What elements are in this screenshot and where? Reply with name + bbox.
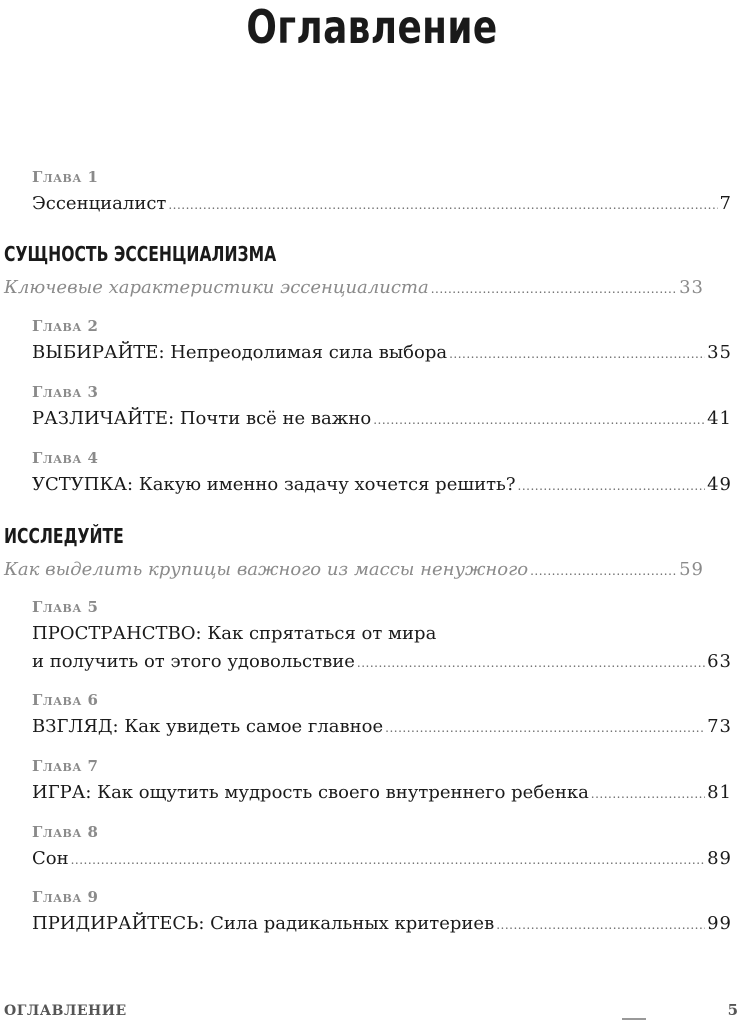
chapter-label: Глава 8 [32, 823, 99, 841]
chapter-label: Глава 1 [32, 168, 99, 186]
entry-text: Ключевые характеристики эссенциалиста [4, 277, 429, 298]
chapter-label: Глава 3 [32, 383, 99, 401]
chapter-label: Глава 5 [32, 598, 99, 616]
dot-leader [591, 782, 705, 806]
page-number: 5 [727, 1001, 738, 1019]
dot-leader [168, 193, 717, 217]
entry-page-number: 63 [707, 651, 732, 672]
entry-text: Как выделить крупицы важного из массы ненужного [4, 559, 529, 580]
entry-text: УСТУПКА: Какую именно задачу хочется решить? [32, 474, 516, 495]
entry-text: ВЗГЛЯД: Как увидеть самое главное [32, 716, 384, 737]
entry-page-number: 59 [679, 559, 704, 580]
section-title: СУЩНОСТЬ ЭССЕНЦИАЛИЗМА [4, 242, 277, 266]
chapter-label: Глава 9 [32, 888, 99, 906]
entry-page-number: 49 [707, 474, 732, 495]
chapter-label: Глава 4 [32, 449, 99, 467]
chapter-label: Глава 7 [32, 757, 99, 775]
running-footer: ОГЛАВЛЕНИЕ [4, 1003, 127, 1019]
footer-divider [622, 1018, 646, 1020]
entry-text: Сон [32, 848, 69, 869]
toc-entry-sec1[interactable] [4, 276, 704, 301]
toc-entry-ch5[interactable] [32, 650, 732, 675]
entry-text: и получить от этого удовольствие [32, 651, 355, 672]
dot-leader [449, 342, 705, 366]
toc-entry-ch7[interactable] [32, 781, 732, 806]
entry-text-line1: ПРОСТРАНСТВО: Как спрятаться от мира [32, 623, 437, 644]
entry-page-number: 33 [679, 277, 704, 298]
entry-text: ИГРА: Как ощутить мудрость своего внутреннего ребенка [32, 782, 589, 803]
toc-entry-ch6[interactable] [32, 715, 732, 740]
dot-leader [373, 408, 705, 432]
toc-entry-ch3[interactable] [32, 407, 732, 432]
dot-leader [431, 277, 677, 301]
toc-entry-ch9[interactable] [32, 912, 732, 937]
entry-page-number: 7 [719, 193, 732, 214]
entry-page-number: 99 [707, 913, 732, 934]
toc-entry-ch8[interactable] [32, 847, 732, 872]
toc-entry-sec2[interactable] [4, 558, 704, 583]
entry-page-number: 35 [707, 342, 732, 363]
chapter-label: Глава 6 [32, 691, 99, 709]
entry-page-number: 73 [707, 716, 732, 737]
entry-text: ВЫБИРАЙТЕ: Непреодолимая сила выбора [32, 342, 448, 363]
section-title: ИССЛЕДУЙТЕ [4, 524, 124, 548]
chapter-label: Глава 2 [32, 317, 99, 335]
entry-text: Эссенциалист [32, 193, 167, 214]
dot-leader [530, 559, 677, 583]
dot-leader [357, 651, 705, 675]
dot-leader [518, 474, 706, 498]
entry-page-number: 89 [707, 848, 732, 869]
entry-page-number: 81 [707, 782, 732, 803]
toc-entry-ch2[interactable] [32, 341, 732, 366]
dot-leader [385, 716, 705, 740]
entry-text: ПРИДИРАЙТЕСЬ: Сила радикальных критериев [32, 913, 495, 934]
page-title: Оглавление [246, 0, 498, 54]
toc-entry-ch1[interactable] [32, 192, 732, 217]
entry-text: РАЗЛИЧАЙТЕ: Почти всё не важно [32, 408, 372, 429]
dot-leader [71, 848, 705, 872]
toc-entry-ch4[interactable] [32, 473, 732, 498]
entry-page-number: 41 [707, 408, 732, 429]
dot-leader [496, 913, 705, 937]
